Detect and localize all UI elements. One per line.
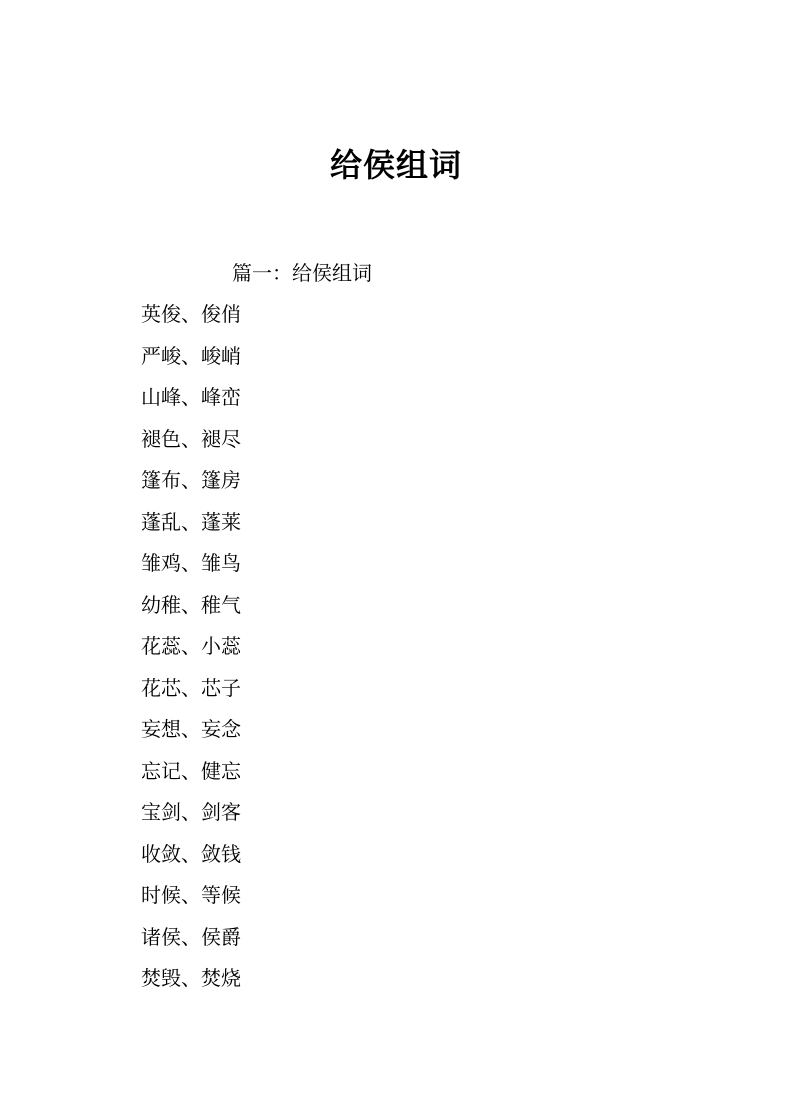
word-pair-row: 焚毁、焚烧 [141,966,241,990]
word-pair-row: 严峻、峻峭 [141,343,241,368]
word-pair-row: 宝剑、剑客 [141,800,241,824]
word-pair-row: 时候、等候 [141,883,241,907]
word-pair-row: 雏鸡、雏鸟 [141,551,241,575]
document-title: 给侯组词 [329,146,462,184]
word-pair-row: 诸侯、侯爵 [141,924,241,949]
word-pair-row: 英俊、俊俏 [141,302,241,326]
word-pair-row: 山峰、峰峦 [141,385,241,409]
section-heading: 篇一：给侯组词 [232,261,372,285]
word-pair-list [141,300,241,1006]
word-pair-row: 忘记、健忘 [141,758,241,783]
word-pair-row: 收敛、敛钱 [141,841,241,866]
word-pair-row: 蓬乱、蓬莱 [141,509,241,534]
word-pair-row: 褪色、褪尽 [141,426,241,451]
word-pair-row: 妄想、妄念 [141,717,241,741]
word-pair-row: 花芯、芯子 [141,675,241,700]
word-pair-row: 篷布、篷房 [141,468,241,492]
word-pair-row: 幼稚、稚气 [141,592,241,617]
word-pair-row: 花蕊、小蕊 [141,634,241,658]
